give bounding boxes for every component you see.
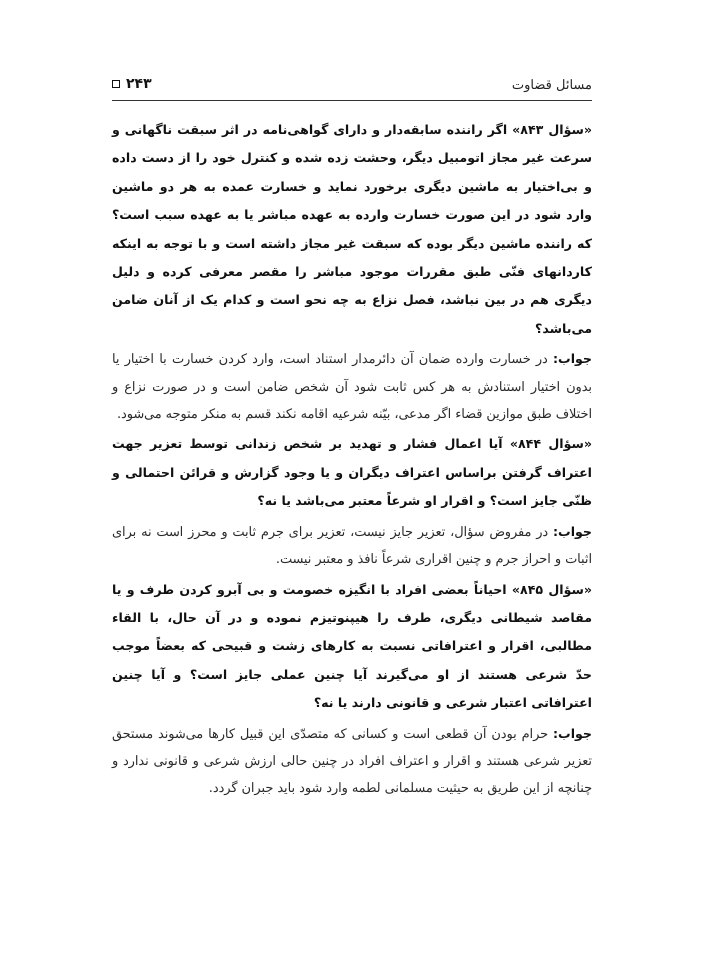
page-number-text: ۲۴۳ (126, 76, 152, 92)
question-text: احیاناً بعضی افراد با انگیزه خصومت و بی آبرو کردن طرف و یا مقاصد شیطانی دیگری، طرف را هیپنوتیزم نموده و در آن حال، با القاء مطالبی، اقرار و اعترافاتی نسبت به کارهای زشت و قبیحی که بعضاً موجب حدّ شرعی هستند از او می‌گیرند آیا چنین عملی جایز است؟ و آیا چنین اعترافاتی اعتبار شرعی و قانونی دارند یا نه؟ (112, 581, 592, 711)
answer-label: جواب: (553, 725, 592, 741)
question-label: «سؤال ۸۴۴» (509, 436, 592, 452)
square-icon (112, 80, 120, 88)
header-rule (112, 100, 592, 101)
question-label: «سؤال ۸۴۵» (511, 581, 593, 597)
answer-text: در خسارت وارده ضمان آن دائرمدار استناد است، وارد کردن خسارت با اختیار یا بدون اختیار استنادش به هر کس ثابت شود آن شخص ضامن است و در صورت نزاع و اختلاف طبق موازین قضاء اگر مدعی، بیّنه شرعیه اقامه نکند قسم به منکر متوجه می‌شود. (112, 352, 592, 423)
answer-843 (112, 345, 592, 428)
page-body (112, 116, 592, 805)
page-header (112, 72, 592, 98)
question-label: «سؤال ۸۴۳» (512, 122, 592, 137)
question-text: آیا اعمال فشار و تهدید بر شخص زندانی توسط تعزیر جهت اعتراف گرفتن براساس اعتراف دیگران و یا وجود گزارش و قرائن احتمالی و ظنّی جایز است؟ و اقرار او شرعاً معتبر می‌باشد یا نه؟ (112, 436, 592, 509)
question-844 (112, 430, 592, 515)
answer-text: در مفروض سؤال، تعزیر جایز نیست، تعزیر برای جرم ثابت و محرز است نه برای اثبات و احراز جرم و چنین اقراری شرعاً نافذ و معتبر نیست. (112, 524, 592, 568)
answer-label: جواب: (553, 523, 592, 539)
answer-844 (112, 518, 592, 574)
question-845 (112, 576, 592, 718)
question-843 (112, 116, 592, 343)
page-number (112, 76, 152, 92)
answer-label: جواب: (553, 351, 592, 367)
question-text: اگر راننده سابقه‌دار و دارای گواهی‌نامه در اثر سبقت ناگهانی و سرعت غیر مجاز اتومبیل دیگر، وحشت زده شده و کنترل خود را از دست داده و بی‌اختیار به ماشین دیگری برخورد نماید و خسارت عمده به هر دو ماشین وارد شود در این صورت خسارت وارده به عهده مباشر یا به عهده سبب است؟ که راننده ماشین دیگر بوده که سبقت غیر مجاز داشته است و با توجه به اینکه کاردانهای فنّی طبق مقررات موجود مباشر را مقصر معرفی کرده و دلیل دیگری هم در بین نباشد، فصل نزاع به چه نحو است و کدام یک از آنان ضامن می‌باشد؟ (112, 122, 592, 336)
answer-text: حرام بودن آن قطعی است و کسانی که متصدّی این قبیل کارها می‌شوند مستحق تعزیر شرعی هستند و اقرار و اعتراف افراد در چنین حالی ارزش شرعی و قانونی ندارد و چنانچه از این طریق به حیثیت مسلمانی لطمه وارد شود باید جبران گردد. (112, 726, 592, 797)
answer-845 (112, 720, 592, 803)
running-title: مسائل قضاوت (511, 78, 592, 93)
